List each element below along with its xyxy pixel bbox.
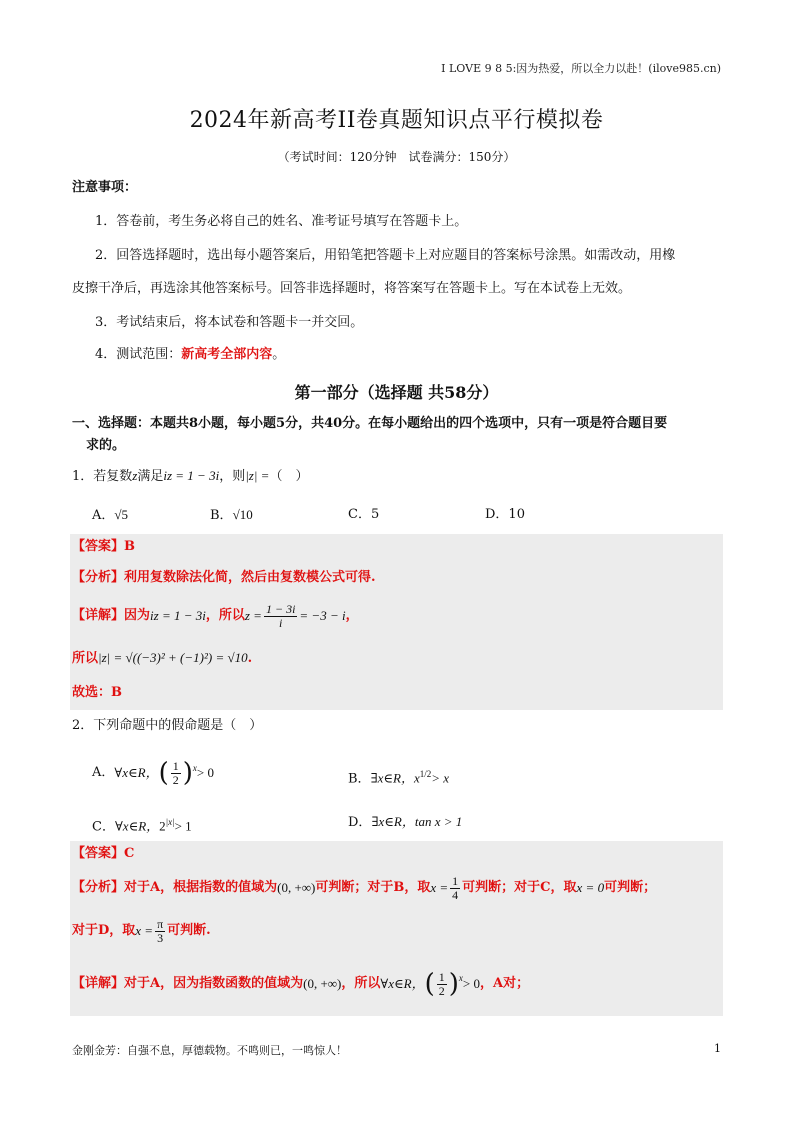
- q2-option-c: [92, 812, 192, 837]
- q1-detail-z: z =: [244, 608, 262, 623]
- q1-stem: [72, 466, 308, 487]
- q1-modulus-dot: .: [247, 651, 253, 666]
- q2-option-c-exp: |x|: [165, 817, 175, 827]
- q2-analysis-part-3: 可判断；对于C，取: [462, 880, 577, 895]
- q2-option-a: A． ∀x∈R， ( $\frac{1}{2}$ ) $^x$ > 0: [92, 758, 214, 788]
- q2-detail-exp: x: [458, 973, 463, 983]
- q2-analysis-pi-num: π: [157, 916, 164, 931]
- q2-option-a-num: 1: [172, 758, 179, 773]
- q2-analysis-line-1: [72, 872, 656, 904]
- q2-analysis-part-4: 可判断；: [604, 880, 657, 895]
- q1-stem-tail: （ ）: [269, 469, 309, 484]
- q2-detail-label: 【详解】: [72, 976, 125, 991]
- q2-answer-value: C: [124, 846, 135, 861]
- notice-item-2-line-2: 皮擦干净后，再选涂其他答案标号。回答非选择题时，将答案写在答题卡上。写在本试卷上无效。: [72, 281, 632, 296]
- q1-abs-z: |z| =: [245, 468, 270, 483]
- q2-detail-part-1: 对于A，因为指数函数的值域为: [124, 976, 304, 991]
- q2-analysis-line-2: [72, 915, 211, 947]
- q1-option-b-label: B．: [210, 508, 233, 523]
- q1-modulus-prefix: 所以: [72, 651, 99, 666]
- q2-option-b-quantifier: ∃x∈R，: [370, 770, 414, 786]
- notice-item-2-line-1: 2．回答选择题时，选出每小题答案后，用铅笔把答题卡上对应题目的答案标号涂黑。如需改动，用橡: [95, 248, 676, 263]
- q2-option-c-quantifier: ∀x∈R，: [114, 818, 160, 834]
- q2-option-c-tail: > 1: [174, 818, 192, 834]
- footer-motto: 金刚金芳：自强不息，厚德载物。不鸣则已，一鸣惊人！: [72, 1044, 347, 1057]
- q2-answer: [72, 844, 134, 864]
- notice-item-4-prefix: 4．测试范围：: [95, 347, 182, 362]
- q2-option-b-base: x: [413, 770, 420, 786]
- q1-analysis-text: 利用复数除法化简，然后由复数模公式可得.: [124, 570, 376, 585]
- q2-analysis-part-2: 可判断；对于B，取: [315, 880, 431, 895]
- q1-detail-label: 【详解】: [72, 608, 125, 623]
- q1-detail-fraction-num: 1 − 3i: [265, 601, 296, 616]
- q2-detail-interval: (0, +∞): [303, 976, 342, 991]
- q2-option-c-label: C．: [92, 819, 115, 835]
- q2-option-c-base: 2: [159, 818, 166, 834]
- q1-option-a-value: √5: [114, 507, 129, 522]
- page-number: 1: [714, 1042, 721, 1055]
- notice-item-4-end: 。: [272, 347, 286, 362]
- q2-detail-num: 1: [438, 969, 445, 984]
- q1-stem-end: ，则: [219, 469, 246, 484]
- q1-modulus: [72, 648, 252, 669]
- q2-detail: 【详解】 对于A，因为指数函数的值域为 (0, +∞) ，所以 ∀x∈R， ( $\frac{1}{2}$ ) $^x$ > 0 ，A对；: [72, 969, 530, 999]
- q1-analysis: [72, 568, 376, 588]
- header-note: I LOVE 9 8 5:因为热爱，所以全力以赴！(ilove985.cn): [441, 62, 721, 75]
- q2-option-d-label: D．: [348, 815, 372, 830]
- q2-analysis-quarter-num: 1: [452, 873, 459, 888]
- q2-option-b: [348, 764, 449, 789]
- q2-stem: 2．下列命题中的假命题是（ ）: [72, 718, 263, 733]
- exam-info: （考试时间：120分钟 试卷满分：150分）: [277, 150, 516, 164]
- q2-analysis-x0: x = 0: [576, 880, 605, 895]
- page-title: 2024年新高考II卷真题知识点平行模拟卷: [189, 108, 604, 133]
- q2-detail-tail: > 0: [462, 976, 480, 991]
- q2-analysis-interval: (0, +∞): [277, 880, 316, 895]
- q1-detail-because: 因为: [124, 608, 151, 623]
- q2-detail-fraction: [437, 971, 447, 998]
- q1-option-c: C．5: [348, 507, 380, 522]
- notice-item-1: 1．答卷前，考生务必将自己的姓名、准考证号填写在答题卡上。: [95, 214, 468, 229]
- q2-option-d-quantifier: ∃x∈R，: [371, 814, 415, 829]
- q1-option-a-label: A．: [92, 508, 115, 523]
- q1-stem-prefix: 1．若复数: [72, 469, 133, 484]
- q1-answer-label: 【答案】: [72, 539, 125, 554]
- q2-analysis-pi: [155, 918, 165, 945]
- q1-option-d: D．10: [485, 507, 525, 522]
- q2-analysis-quarter-den: 4: [452, 887, 459, 902]
- q2-option-a-label: A．: [92, 765, 115, 780]
- q1-conclusion: [72, 683, 122, 703]
- notice-item-3: 3．考试结束后，将本试卷和答题卡一并交回。: [95, 315, 364, 330]
- q1-detail-result: = −3 − i: [299, 608, 346, 623]
- q1-conclusion-label: 故选：: [72, 685, 112, 700]
- q2-analysis-pi-den: 3: [157, 930, 164, 945]
- q2-answer-label: 【答案】: [72, 846, 125, 861]
- q1-option-a: [92, 505, 128, 526]
- notice-item-4: [95, 345, 285, 365]
- q1-detail-comma: ，: [345, 608, 359, 623]
- q1-option-b-value: √10: [232, 507, 253, 522]
- q1-analysis-label: 【分析】: [72, 570, 125, 585]
- q1-option-b: [210, 505, 253, 526]
- q2-option-d: [348, 812, 462, 833]
- section-title: 第一部分（选择题 共58分）: [294, 383, 499, 402]
- q1-conclusion-value: B: [111, 685, 123, 700]
- q2-option-b-label: B．: [348, 771, 371, 787]
- q2-analysis-xeq-2: x =: [135, 923, 154, 938]
- q1-answer-value: B: [124, 539, 136, 554]
- q2-analysis-part-6: 可判断.: [167, 923, 211, 938]
- q1-detail-so: ，所以: [205, 608, 245, 623]
- q2-option-a-exp: x: [192, 763, 197, 773]
- q1-detail: [72, 600, 359, 632]
- q2-detail-den: 2: [438, 983, 445, 998]
- q2-option-a-den: 2: [172, 772, 179, 787]
- q2-option-b-exp: 1/2: [419, 769, 432, 779]
- q2-option-d-expr: tan x > 1: [414, 814, 463, 829]
- q1-modulus-expr: |z| = √((−3)² + (−1)²) = √10: [98, 650, 248, 665]
- q2-analysis-quarter: [450, 875, 460, 902]
- q2-analysis-part-5: 对于D，取: [72, 923, 136, 938]
- q1-condition: iz = 1 − 3i: [163, 468, 220, 483]
- q2-option-a-quantifier: ∀x∈R，: [114, 765, 159, 780]
- q2-option-a-tail: > 0: [196, 765, 214, 780]
- section-intro-line-2: 求的。: [86, 438, 126, 453]
- q1-detail-condition: iz = 1 − 3i: [150, 608, 206, 623]
- notice-heading: 注意事项：: [72, 180, 138, 195]
- q2-analysis-xeq: x =: [430, 880, 449, 895]
- q2-detail-part-3: ，A对；: [479, 976, 530, 991]
- q2-analysis-label: 【分析】: [72, 880, 125, 895]
- q2-option-a-fraction: [171, 760, 181, 787]
- q2-detail-part-2: ，所以: [341, 976, 381, 991]
- q2-option-b-tail: > x: [431, 770, 450, 786]
- q2-detail-quantifier: ∀x∈R，: [380, 976, 425, 991]
- q1-var-z: z: [132, 468, 138, 483]
- q2-analysis-part-1: 对于A，根据指数的值域为: [124, 880, 278, 895]
- notice-scope: 新高考全部内容: [181, 347, 273, 362]
- q1-detail-fraction-den: i: [279, 615, 283, 630]
- q1-answer: [72, 537, 135, 557]
- q1-stem-mid: 满足: [137, 469, 164, 484]
- section-intro-line-1: 一、选择题：本题共8小题，每小题5分，共40分。在每小题给出的四个选项中，只有一项是符合题目要: [72, 416, 668, 431]
- q1-detail-fraction: [264, 603, 297, 630]
